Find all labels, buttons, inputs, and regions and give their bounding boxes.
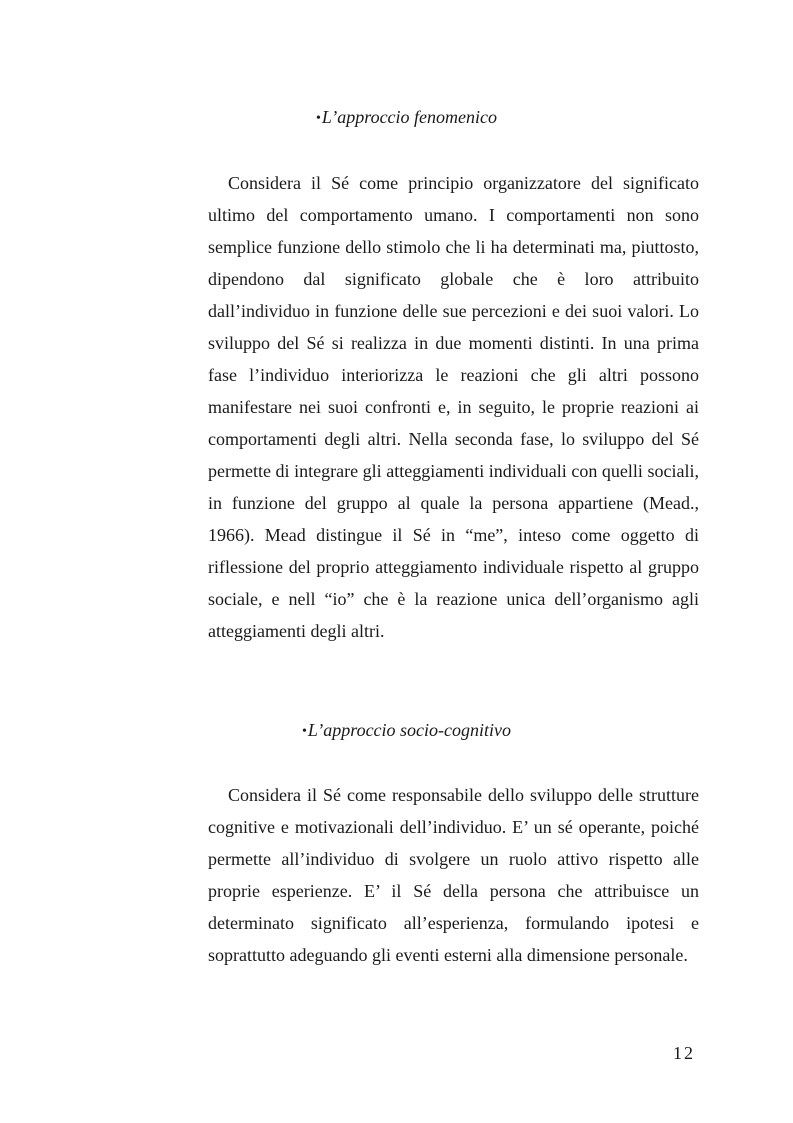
section-heading-text: L’approccio fenomenico	[321, 107, 498, 127]
section-heading-text: L’approccio socio-cognitivo	[307, 720, 512, 740]
page-number: 12	[673, 1043, 695, 1063]
bullet-icon: •	[301, 724, 307, 739]
body-paragraph-fenomenico: Considera il Sé come principio organizzatore del significato ultimo del comportamento umano. I comportamenti non sono semplice funzione dello stimolo che li ha determinati ma, piuttosto, dipendono dal significato globale che è loro attribuito dall’individuo in funzione delle sue percezioni e dei suoi valori. Lo sviluppo del Sé si realizza in due momenti distinti. In una prima fase l’individuo interiorizza le reazioni che gli altri possono manifestare nei suoi confronti e, in seguito, le proprie reazioni ai comportamenti degli altri. Nella seconda fase, lo sviluppo del Sé permette di integrare gli atteggiamenti individuali con quelli sociali, in funzione del gruppo al quale la persona appartiene (Mead., 1966). Mead distingue il Sé in “me”, inteso come oggetto di riflessione del proprio atteggiamento individuale rispetto al gruppo sociale, e nell “io” che è la reazione unica dell’organismo agli atteggiamenti degli altri.	[208, 173, 699, 641]
section-heading-approccio-fenomenico	[0, 106, 793, 131]
section-heading-approccio-socio-cognitivo	[0, 719, 793, 744]
body-paragraph-socio-cognitivo: Considera il Sé come responsabile dello sviluppo delle strutture cognitive e motivazionali dell’individuo. E’ un sé operante, poiché permette all’individuo di svolgere un ruolo attivo rispetto alle proprie esperienze. E’ il Sé della persona che attribuisce un determinato significato all’esperienza, formulando ipotesi e soprattutto adeguando gli eventi esterni alla dimensione personale.	[208, 785, 699, 965]
bullet-icon: •	[315, 111, 321, 126]
